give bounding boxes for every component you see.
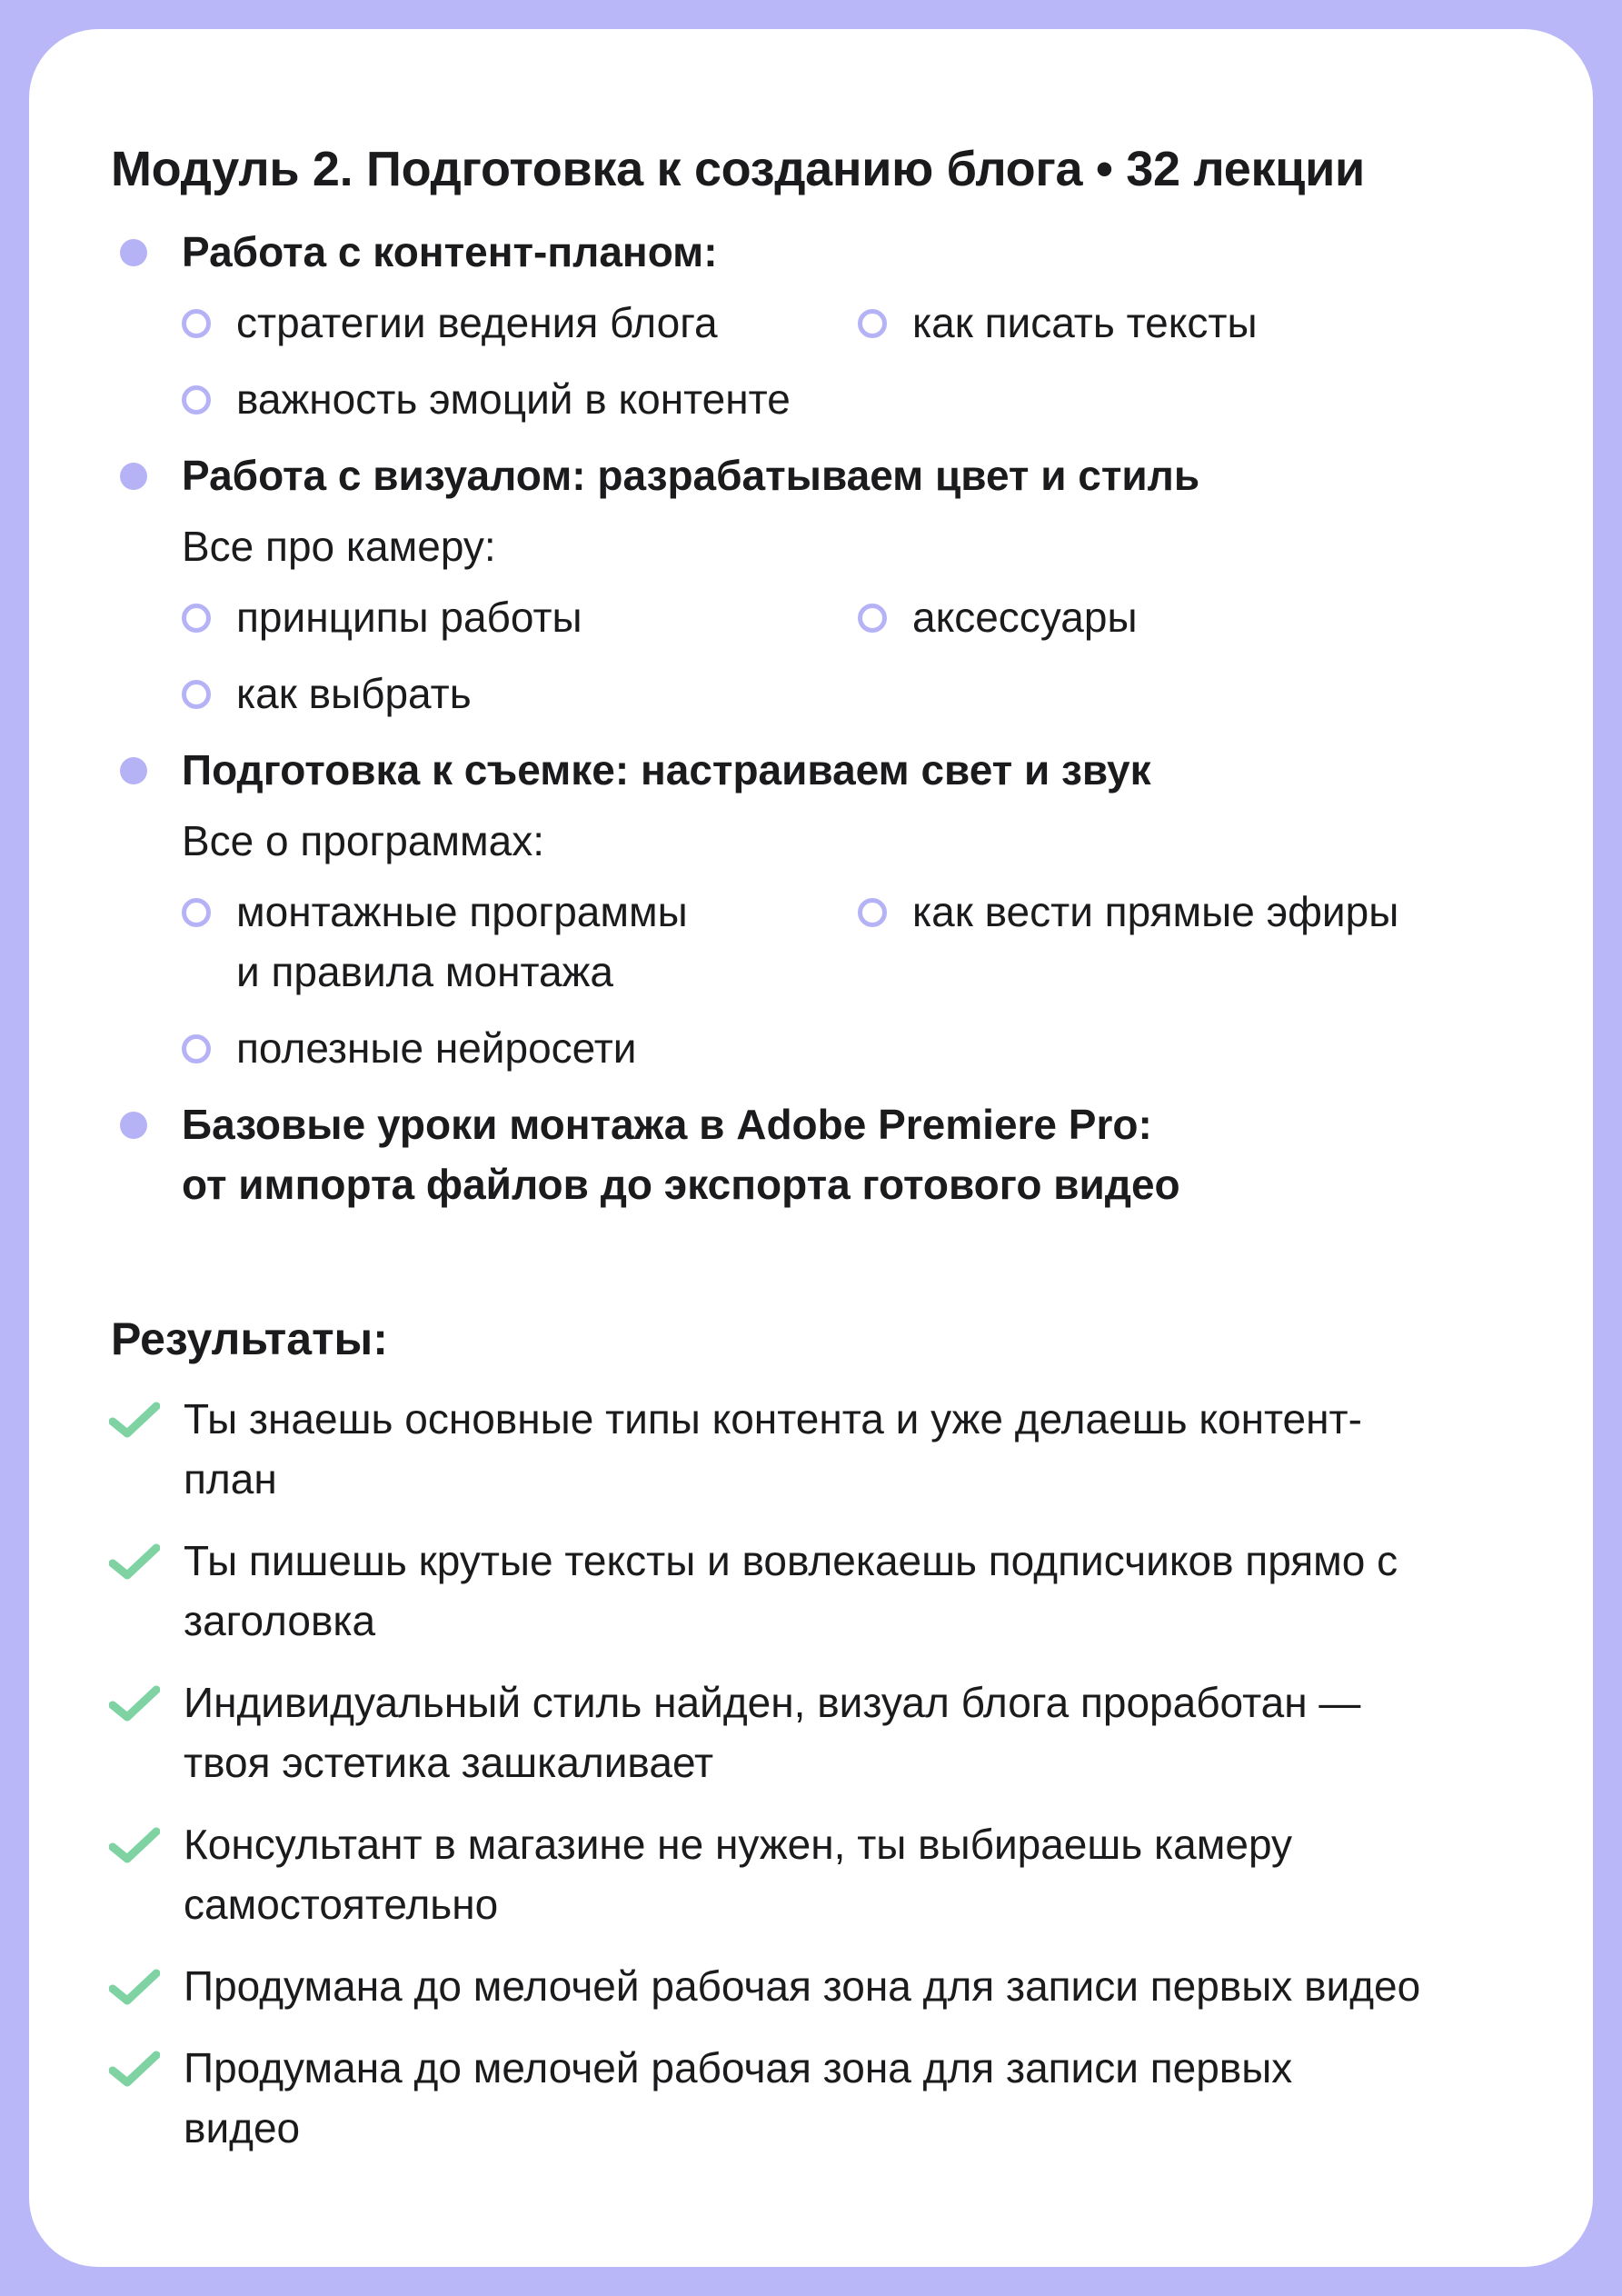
check-icon (109, 1402, 160, 1438)
subtopic-item (182, 1018, 858, 1078)
bullet-dot-icon (120, 1112, 147, 1139)
bullet-dot-icon (120, 463, 147, 490)
bullet-ring-icon (182, 1034, 211, 1063)
subtopic-label: как вести прямые эфиры (912, 888, 1399, 935)
bullet-dot-icon (120, 239, 147, 266)
check-icon (109, 1543, 160, 1580)
bullet-ring-icon (182, 309, 211, 338)
topic-item (111, 222, 1511, 429)
subtopic-label: важность эмоций в контенте (236, 375, 791, 423)
result-item (111, 1672, 1511, 1792)
subtopic-item (182, 882, 858, 1002)
topic-list (111, 222, 1511, 1214)
topic-title: Базовые уроки монтажа в Adobe Premiere Pro: от импорта файлов до экспорта готового видео (182, 1101, 1180, 1208)
subtopic-item (182, 587, 858, 647)
results-title: Результаты: (111, 1313, 388, 1364)
bullet-ring-icon (182, 680, 211, 709)
result-text: Ты знаешь основные типы контента и уже делаешь контент- план (184, 1395, 1362, 1502)
topic-subtitle: Все о программах: (182, 817, 545, 864)
bullet-ring-icon (182, 604, 211, 633)
subtopic-label: принципы работы (236, 594, 582, 641)
result-text: Ты пишешь крутые тексты и вовлекаешь подписчиков прямо с заголовка (184, 1537, 1398, 1644)
topic-title: Подготовка к съемке: настраиваем свет и звук (182, 746, 1151, 794)
module-title: Модуль 2. Подготовка к созданию блога • 32 лекции (111, 142, 1365, 196)
subtopic-label: полезные нейросети (236, 1024, 637, 1072)
result-item (111, 2038, 1511, 2158)
topic-subtitle: Все про камеру: (182, 523, 496, 570)
result-text: Индивидуальный стиль найден, визуал блога проработан — твоя эстетика зашкаливает (184, 1679, 1361, 1786)
result-item (111, 1531, 1511, 1651)
subtopic-label: аксессуары (912, 594, 1138, 641)
bullet-ring-icon (858, 604, 887, 633)
subtopic-list (182, 293, 1511, 429)
result-text: Продумана до мелочей рабочая зона для записи первых видео (184, 1962, 1421, 2010)
topic-item (111, 740, 1511, 1078)
topic-item (111, 445, 1511, 724)
topic-title: Работа с визуалом: разрабатываем цвет и стиль (182, 452, 1200, 499)
subtopic-item (182, 293, 858, 353)
result-item (111, 1389, 1511, 1509)
topic-item (111, 1094, 1511, 1214)
subtopic-label: как выбрать (236, 670, 472, 717)
subtopic-list (182, 882, 1511, 1078)
content-card (29, 29, 1593, 2267)
bullet-dot-icon (120, 757, 147, 784)
subtopic-item (858, 587, 1511, 647)
subtopic-label: как писать тексты (912, 299, 1258, 346)
subtopic-item (858, 293, 1511, 353)
topic-title: Работа с контент-планом: (182, 228, 718, 275)
subtopic-item (182, 664, 858, 724)
check-icon (109, 1685, 160, 1722)
check-icon (109, 1969, 160, 2005)
subtopic-list (182, 587, 1511, 724)
check-icon (109, 2051, 160, 2087)
bullet-ring-icon (858, 309, 887, 338)
bullet-ring-icon (182, 898, 211, 927)
subtopic-item (858, 882, 1511, 1002)
results-list (111, 1389, 1511, 2158)
result-text: Консультант в магазине не нужен, ты выбираешь камеру самостоятельно (184, 1821, 1293, 1928)
result-item (111, 1956, 1511, 2016)
subtopic-item (182, 369, 858, 429)
subtopic-label: стратегии ведения блога (236, 299, 718, 346)
bullet-ring-icon (182, 385, 211, 414)
result-item (111, 1814, 1511, 1934)
check-icon (109, 1827, 160, 1863)
subtopic-label: монтажные программы и правила монтажа (236, 888, 688, 995)
bullet-ring-icon (858, 898, 887, 927)
result-text: Продумана до мелочей рабочая зона для записи первых видео (184, 2044, 1293, 2151)
